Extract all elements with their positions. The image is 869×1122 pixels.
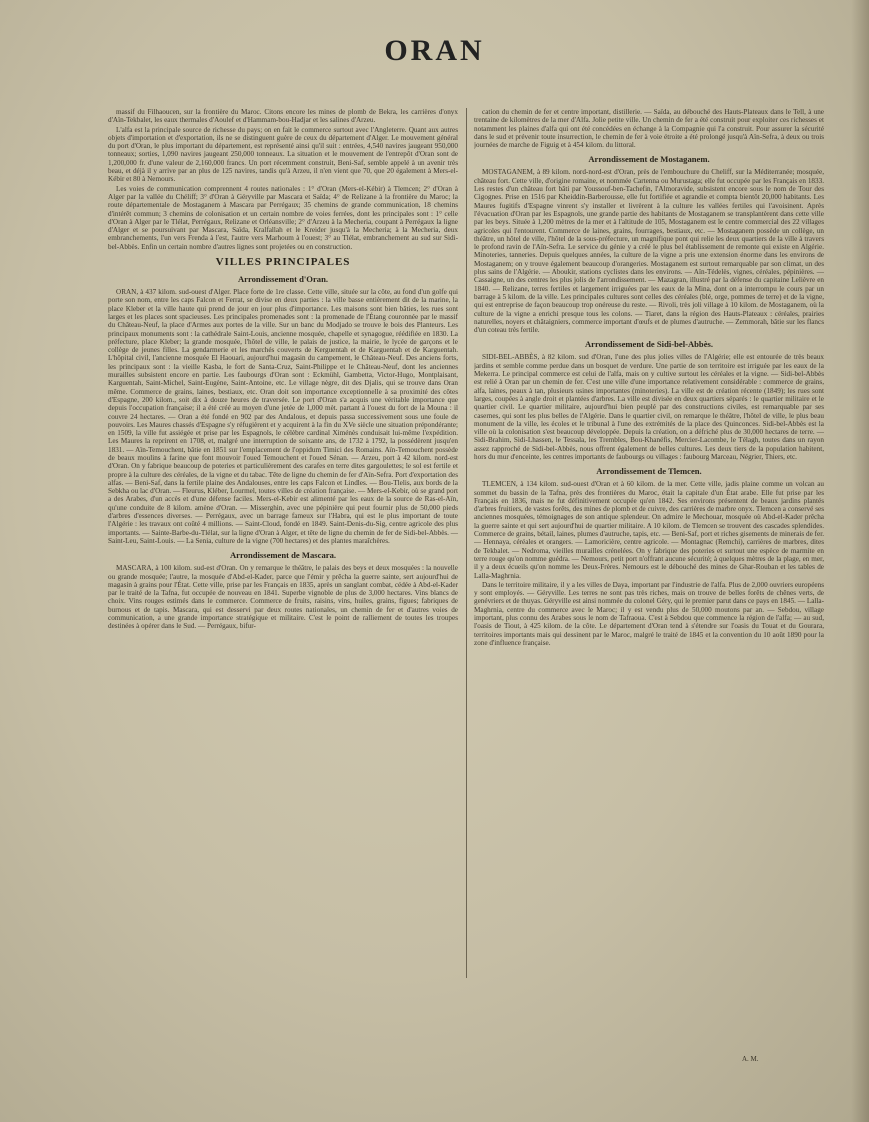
paragraph-mostaganem: MOSTAGANEM, à 89 kilom. nord-nord-est d'Oran, près de l'embouchure du Cheliff, sur la Méditerranée; mosquée, château fort. Cette ville, d'origine romaine, et nommée Cartenna ou Murustaga; elle fut occupée par les Français en 1833. Les restes d'un château fort bâti par Youssouf-ben-Tachefin, l'Almoravide, subsistent encore sous le nom de Tour des Cigognes. Prise en 1516 par Kheiddin-Barberousse, elle fut fortifiée et agrandie et compta bientôt 20,000 habitants. Les Maures fugitifs d'Espagne vinrent s'y installer et livrèrent à la culture les vallées fertiles qui l'avoisinent. Après l'évacuation d'Oran par les Espagnols, une grande partie des habitants de Mostaganem se transplantèrent dans cette ville par les beys. Située à 1,200 mètres de la mer et à l'altitude de 105, Mostaganem est le centre commercial des 22 villages agricoles qui l'entourent. Commerce de laines, grains, fourrages, bestiaux, etc. — Mostaganem possède un collège, un théâtre, un hôtel de ville, l'hôtel de la sous-préfecture, un magnifique pont qui relie les deux quartiers de la ville à travers le profond ravin de l'Aïn-Sefra. Le service du génie y a créé le plus bel établissement de remonte qui existe en Algérie. Minoteries, tanneries. Depuis quelques années, la culture de la vigne a pris une extension énorme dans les environs de Mostaganem; on y trouve également beaucoup d'orangeries. Mostaganem est surtout remarquable par son climat, un des plus sains de l'Algérie. — Aboukir, stations cyclistes dans les environs. — Aïn-Tédelès, vignes, céréales, pépinières. — Cassaigne, un des centres les plus jolis de l'arrondissement. — Mazagran, illustré par la défense du capitaine Lelièvre en 1840. — Relizane, terres fertiles et largement irriguées par les eaux de la Mina, dont on a interrompu le cours par un barrage à 5 kilom. de la ville. Les principales cultures sont celles des céréales (blé, orge, pommes de terre) et de la vigne, qui est entreprise de façon beaucoup trop onéreuse du reste. — Rivoli, très joli village à 10 kilom. de Mostaganem, où la culture de la vigne a enrichi presque tous les colons. — Tiaret, dans la région des Hauts-Plateaux : céréales, prairies naturelles, noyers et châtaigniers, commerce important d'œufs et de plumes d'autruche. — Zemmorah, bâtie sur les flancs d'un coteau très fertile. [474,168,824,335]
subsection-mascara: Arrondissement de Mascara. [229,550,337,561]
page-title: ORAN [384,34,485,67]
left-column [108,108,458,1068]
paragraph-oran: ORAN, à 437 kilom. sud-ouest d'Alger. Place forte de 1re classe. Cette ville, située sur la côte, au fond d'un golfe qui porte son nom, entre les caps Falcon et Ferrat, se divise en deux parties : la ville basse entièrement dit de la marine, la place Kleber et la ville haute qui prend de jour en jour plus d'importance. Les maisons sont bien bâties, les rues sont larges et les places sont spacieuses. Les principales promenades sont : la promenade de l'Étang couronnée par le massif du Château-Neuf, la place d'Armes aux portes de la ville. Sur un banc du Modjado se trouve le bois des Planteurs. Les principaux monuments sont : la cathédrale Saint-Louis, ancienne mosquée, chapelle et synagogue, réédifiée en 1830. La préfecture, place Kleber; la grande mosquée, l'hôtel de ville, le palais de justice, la mairie, le lycée de garçons et le collège de jeunes filles. La gendarmerie et les marchés couverts de Kerguentah et de Karguentah et de Karguentah. L'hôpital civil, l'ancienne mosquée El Haouari, aujourd'hui magasin du campement, le Château-Neuf. Des anciens forts, les principaux sont : la vieille Kasba, le fort de Santa-Cruz, Saint-Philippe et le Château-Neuf, dont les anciennes murailles subsistent encore en partie. Les faubourgs d'Oran sont : Eckmühl, Gambetta, Victor-Hugo, Montplaisant, Karguentah, Saint-Michel, Saint-Eugène, Saint-Antoine, etc. Le village nègre, dit des Djalis, qui se trouve dans Oran même. Commerce de grains, laines, bestiaux, etc. Oran doit son importance exceptionnelle à sa proximité des côtes d'Espagne, 200 kilom., soit dix à douze heures de traversée. Le port d'Oran s'a acquis une véritable importance que depuis l'occupation française; il a été créé au moyen d'une jetée de 1,000 mèt. partant à l'ouest du fort de la Mouna : il couvre 24 hectares. — Oran a été fondé en 902 par des Andalous, et depuis passa successivement sous une foule de pouvoirs. Les Maures chassés d'Espagne s'y réfugièrent et y acquirent à la fin du XVe siècle une situation prépondérante; en 1509, la ville fut assiégée et prise par les Espagnols, le célèbre cardinal Ximénès conduisait lui-même l'expédition. Les Maures la reprirent en 1708, et, malgré une interruption de soixante ans, de 1732 à 1792, la possédèrent jusqu'en 1831. — Aïn-Temouchent, bâtie en 1851 sur l'emplacement de l'oppidum Timici des Romains. Aïn-Temouchent possède de beaux moulins à farine que font mouvoir l'oued Temouchent et l'oued Sénan. — Arzeu, port à 42 kilom. nord-est d'Oran. On y fabrique beaucoup de poteries et particulièrement des carafes en terre dites gargoulettes; le sol est fertile et propre à la culture des céréales, de la vigne et du tabac. Tête de ligne du chemin de fer d'Aïn-Sefra. Port d'exportation des alfas. — Beni-Saf, dans la fertile plaine des Andalouses, entre les caps Falcon et Lindles. — Bou-Tlelis, aux bords de la Sebkha ou lac d'Oran. — Fleurus, Kléber, Lourmel, toutes villes de création française. — Mers-el-Kebir, où se grand port a des Arabes, d'un accès et d'une défense faciles. Mers-el-Kebir est alimenté par les eaux de la source de Ras-el-Aïn, qu'une conduite de 8 kilom. amène d'Oran. — Misserghin, avec une pépinière qui peut fournir plus de 50,000 pieds d'arbres d'essences diverses. — Perrégaux, avec un barrage fameux sur l'Habra, qui est le plus important de toute l'Algérie : les travaux ont coûté 4 millions. — Saint-Cloud, fondé en 1849. Saint-Denis-du-Sig, centre agricole des plus importants. — Sainte-Barbe-du-Tlélat, sur la ligne d'Oran à Alger, et tête de ligne du chemin de fer de Sidi-bel-Abbès. — Saint-Leu, Saint-Louis. — La Senia, culture de la vigne (700 hectares) et des plantes maraîchères. [108,288,458,545]
section-title: VILLES PRINCIPALES [215,256,351,269]
page-edge-shadow [851,0,869,1122]
paragraph-mines: massif du Filhaoucen, sur la frontière du Maroc. Citons encore les mines de plomb de Bekra, les carrières d'onyx d'Aïn-Tekbalet, les eaux thermales d'Aoulef et d'Hammam-bou-Hadjar et les salines d'Arzeu. [108,108,458,125]
subsection-sidi-bel-abbes: Arrondissement de Sidi-bel-Abbès. [584,339,714,350]
paragraph-saida: cation du chemin de fer et centre important, distillerie. — Saïda, au débouché des Hauts-Plateaux dans le Tell, à une trentaine de kilomètres de la mer d'Alfa. Jolie petite ville. Un chemin de fer a été construit pour exploiter ces richesses et notamment les plaines d'alfa qui ont été concédées en échange à la Compagnie qui l'a construit. Pour assurer la sécurité dans le sud et prévenir toute insurrection, le chemin de fer à voie étroite a été prolongé jusqu'à Aïn-Sefra, à deux ou trois journées de marche de Figuig et à 454 kilom. du littoral. [474,108,824,150]
column-divider [466,108,467,978]
paragraph-tlemcen: TLEMCEN, à 134 kilom. sud-ouest d'Oran et à 60 kilom. de la mer. Cette ville, jadis plaine comme un volcan au sommet du bassin de la Tafna, près des frontières du Maroc, était la capitale d'un État arabe. Elle fut prise par les Français en 1836, mais ne fut définitivement occupée qu'en 1842. Ses environs présentent de beaux jardins plantés d'arbres fruitiers, de vastes forêts, des mines de plomb et de cuivre, des carrières de marbre onyx. Tlemcen a conservé ses anciennes mosquées, témoignages de son antique splendeur. On admire le Mechouar, mosquée où Abd-el-Kader prêcha la guerre sainte et qui sert aujourd'hui de quartier militaire. A 10 kilom. de Tlemcen se trouvent des cascades splendides. Commerce de grains, bétail, laines, plumes d'autruche, tapis, etc. — Beni-Saf, port et riches gisements de minerais de fer. — Hennaya, céréales et orangers. — Lamoricière, centre agricole. — Montagnac (Remchi), carrières de marbres, dites de Tekbalet. — Nedroma, vieilles murailles crénelées. On y fabrique des poteries et surtout une espèce de marmite en terre rouge qu'on nomme guédra. — Nemours, petit port n'offrant aucune sécurité; à quelques mètres de la plage, en mer, il y a deux écueils qu'on nomme les Deux-Frères. Nemours est le débouché des mines de Ghar-Rouban et les tables de Lalla-Maghrnia. [474,480,824,580]
subsection-tlemcen: Arrondissement de Tlemcen. [596,466,702,477]
right-column [474,108,824,1068]
paragraph-commerce: L'alfa est la principale source de richesse du pays; on en fait le commerce surtout avec l'Angleterre. Quant aux autres objets d'importation et d'exportation, ils ne se distinguent guère de ceux du département d'Alger. Le mouvement général du port d'Oran, le plus important du département, est représenté ainsi qu'il suit : entrées, 4,540 navires jaugeant 950,000 tonneaux; sorties, 1,090 navires jaugeant 250,000 tonneaux. La situation et le mouvement de l'entrepôt d'Oran sont de 1,200,000 fr. d'une valeur de 2,160,000 francs. Un port récemment construit, Beni-Saf, semble appelé à un avenir très beau, et déjà il y arrive par an plus de 125 navires, tandis qu'à Arzeu, il n'en vient que 70, que 20 également à Mers-el-Kébir et 80 à Nemours. [108,125,458,184]
paragraph-communications: Les voies de communication comprennent 4 routes nationales : 1° d'Oran (Mers-el-Kébir) à Tlemcen; 2° d'Oran à Alger par la vallée du Chéliff; 3° d'Oran à Géryville par Mascara et Saïda; 4° de Relizane à la frontière du Maroc; la route départementale de Mostaganem à Mascara par Perrégaux; 35 chemins de grande communication, 18 chemins d'intérêt commun; 3 chemins de colonisation et un certain nombre de voies ferrées, dont les principales sont : 1° celle d'Oran à Alger par le Tlélat, Perrégaux, Relizane et Orléansville; 2° d'Arzeu à la Mecheria, coupant à Perrégaux la ligne d'Alger et se poursuivant par Mascara, Saïda, Kralfallah et le Kreider jusqu'à la Mecheria; à la Mecheria, deux embranchements, l'un vers Frenda à l'est, l'autre vers Marhoum à l'ouest; 3° au Tlélat, embranchement au sud sur Sidi-bel-Abbès. Enfin un certain nombre d'autres lignes sont projetées ou en construction. [108,184,458,251]
subsection-oran: Arrondissement d'Oran. [237,274,329,285]
paragraph-mascara: MASCARA, à 100 kilom. sud-est d'Oran. On y remarque le théâtre, le palais des beys et deux mosquées : la nouvelle ou grande mosquée; l'autre, la mosquée d'Abd-el-Kader, parce que l'émir y prêcha la guerre sainte, sert aujourd'hui de magasin à grains pour l'État. Cette ville, prise par les Français en 1835, après un sanglant combat, cédée à Abd-el-Kader par le traité de la Tafna, fut occupée de nouveau en 1841. Superbe vignoble de plus de 3,000 hectares. Vins blancs de choix. Vins rouges estimés dans le commerce. Commerce de fruits, raisins, vins, huiles, grains, figues; fabriques de burnous et de tapis. Mascara, qui est desservi par deux routes nationales, un chemin de fer et d'autres voies de communication, a une grande importance stratégique et militaire. C'est le point de ralliement de toutes les troupes destinées à opérer dans le Sud. — Perrégaux, bifur- [108,564,458,631]
paragraph-sidi-bel-abbes: SIDI-BEL-ABBÈS, à 82 kilom. sud d'Oran, l'une des plus jolies villes de l'Algérie; elle est entourée de très beaux jardins et semble comme perdue dans un bosquet de verdure. Une partie de son territoire est irriguée par les eaux de la Mekerra. Le principal commerce est celui de l'alfa, mais on y cultive surtout les céréales et la vigne. — Sidi-bel-Abbès est relié à Oran par un chemin de fer. C'est une ville d'une importance relativement considérable : commerce de grains, alfa, laines, peaux à tan, plusieurs usines importantes (minoteries). La ville est de création récente (1849); les rues sont larges, coupées à angle droit et plantées d'arbres. La ville est divisée en deux quartiers séparés : le quartier militaire et le quartier civil. Le quartier militaire, aujourd'hui bien peuplé par des constructions civiles, est remarquable par ses casernes, qui sont les plus belles de l'Algérie. Dans le quartier civil, on remarque le théâtre, l'hôtel de ville, le plus beau monument de la ville, les écoles et le tribunal à l'une des extrémités de la place des Quinconces. Sidi-bel-Abbès est la ville où la colonisation s'est beaucoup développée. Depuis la création, on a défriché plus de 30,000 hectares de terre. — Sidi-Brahim, Sidi-Lhassen, le Tessala, les Trembles, Bou-Khanéfis, Mercier-Lacombe, le Télagh, toutes dans un rayon assez rapproché de Sidi-bel-Abbès, nous offrent également de belles cultures. Les deux tiers de la population habitent, hors du mur d'enceinte, les centres importants de faubourgs ou villages : faubourg Marceau, Négrier, Thiers, etc. [474,353,824,461]
subsection-mostaganem: Arrondissement de Mostaganem. [588,154,710,165]
author-signature: A. M. [742,1055,759,1063]
paragraph-military-territory: Dans le territoire militaire, il y a les villes de Daya, important par l'industrie de l'alfa. Plus de 2,000 ouvriers européens y sont employés. — Géryville. Les terres ne sont pas très riches, mais on trouve de belles forêts de chênes verts, de genévriers et de thuyas. Géryville est ainsi nommée du colonel Géry, qui le premier parut dans ce pays en 1845. — Lalla-Maghrnia, centre du commerce avec le Maroc; il y est vendu plus de 50,000 moutons par an. — Sebdou, village important, plus connu des Arabes sous le nom de Tafraoua. C'est à Sebdou que commence la région de l'alfa; — au sud, l'oasis de Tiout, à 425 kilom. de la côte. Le département d'Oran tend à s'étendre sur l'oasis du Touat et du Gourara, territoires importants mais qui dessinent par le Maroc, malgré le traité de 1845 et la convention du 10 août 1890 pour la zone d'influence française. [474,580,824,647]
